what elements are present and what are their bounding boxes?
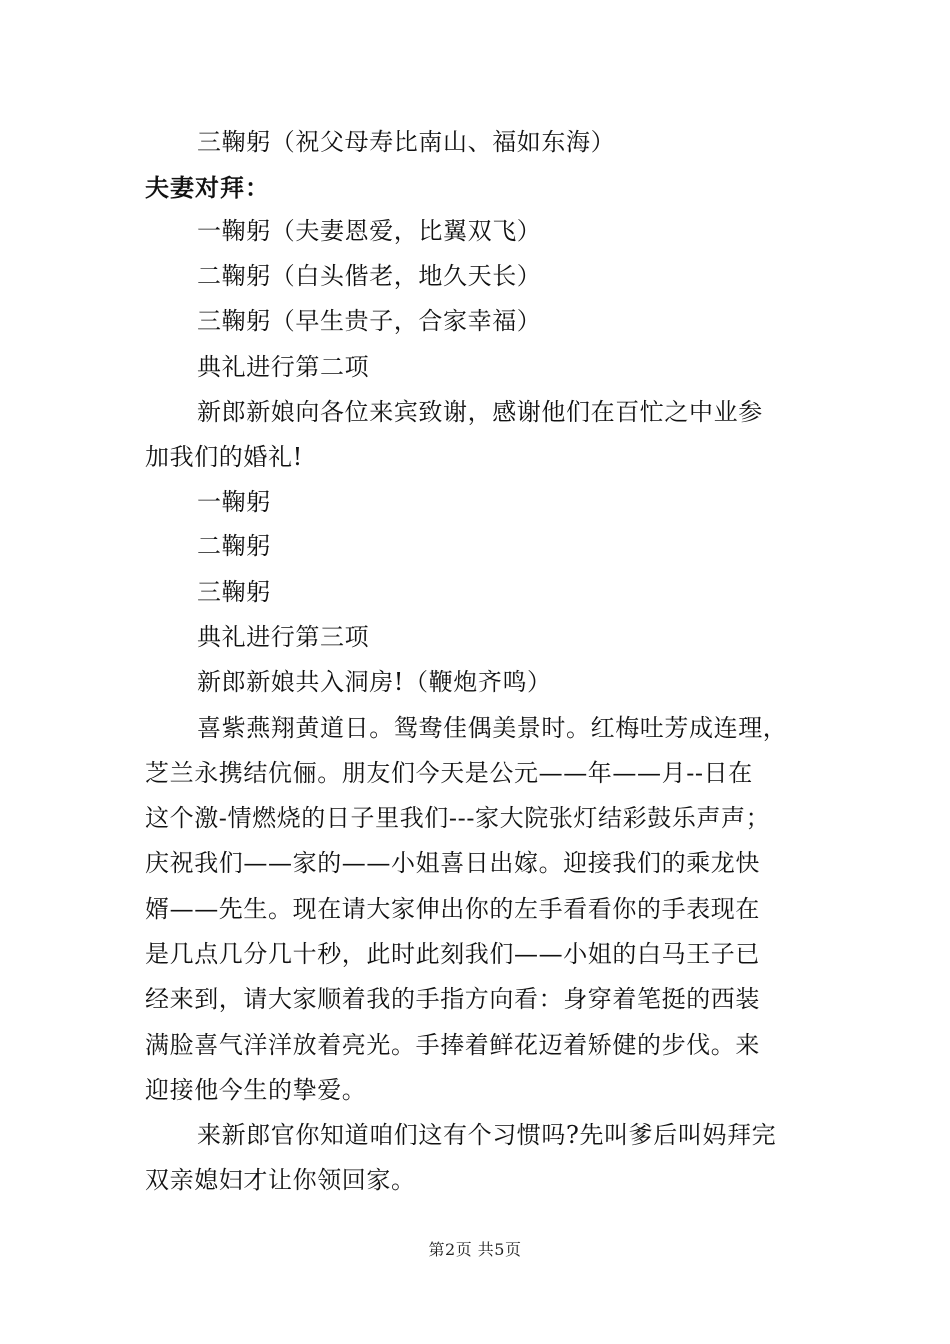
paragraph-line: 婿——先生。现在请大家伸出你的左手看看你的手表现在 [145,895,760,923]
paragraph-line: 新郎新娘向各位来宾致谢，感谢他们在百忙之中业参 [197,398,763,426]
paragraph-line: 来新郎官你知道咱们这有个习惯吗?先叫爹后叫妈拜完 [197,1121,777,1149]
paragraph-line: 双亲媳妇才让你领回家。 [145,1166,416,1194]
paragraph-line: 新郎新娘共入洞房!（鞭炮齐鸣） [197,668,552,696]
paragraph-line: 二鞠躬（白头偕老，地久天长） [197,262,542,290]
paragraph-line: 这个激-情燃烧的日子里我们---家大院张灯结彩鼓乐声声； [145,804,771,832]
paragraph-line: 喜紫燕翔黄道日。鸳鸯佳偶美景时。红梅吐芳成连理， [197,714,788,742]
paragraph-line: 三鞠躬 [197,578,271,606]
paragraph-line: 满脸喜气洋洋放着亮光。手捧着鲜花迈着矫健的步伐。来 [145,1031,760,1059]
paragraph-line: 迎接他今生的挚爱。 [145,1076,367,1104]
paragraph-line: 二鞠躬 [197,532,271,560]
paragraph-line: 加我们的婚礼! [145,443,303,471]
page-number-footer: 第2页 共5页 [428,1240,522,1259]
paragraph-line: 三鞠躬（早生贵子，合家幸福） [197,307,542,335]
paragraph-line: 经来到，请大家顺着我的手指方向看：身穿着笔挺的西装 [145,985,760,1013]
paragraph-line: 三鞠躬（祝父母寿比南山、福如东海） [197,128,616,156]
paragraph-line: 典礼进行第三项 [197,623,370,651]
section-heading: 夫妻对拜： [145,174,270,202]
paragraph-line: 庆祝我们——家的——小姐喜日出嫁。迎接我们的乘龙快 [145,849,760,877]
paragraph-line: 典礼进行第二项 [197,353,370,381]
paragraph-line: 芝兰永携结伉俪。朋友们今天是公元——年——月--日在 [145,759,753,787]
paragraph-line: 是几点几分几十秒，此时此刻我们——小姐的白马王子已 [145,940,760,968]
paragraph-line: 一鞠躬（夫妻恩爱，比翼双飞） [197,217,542,245]
paragraph-line: 一鞠躬 [197,488,271,516]
